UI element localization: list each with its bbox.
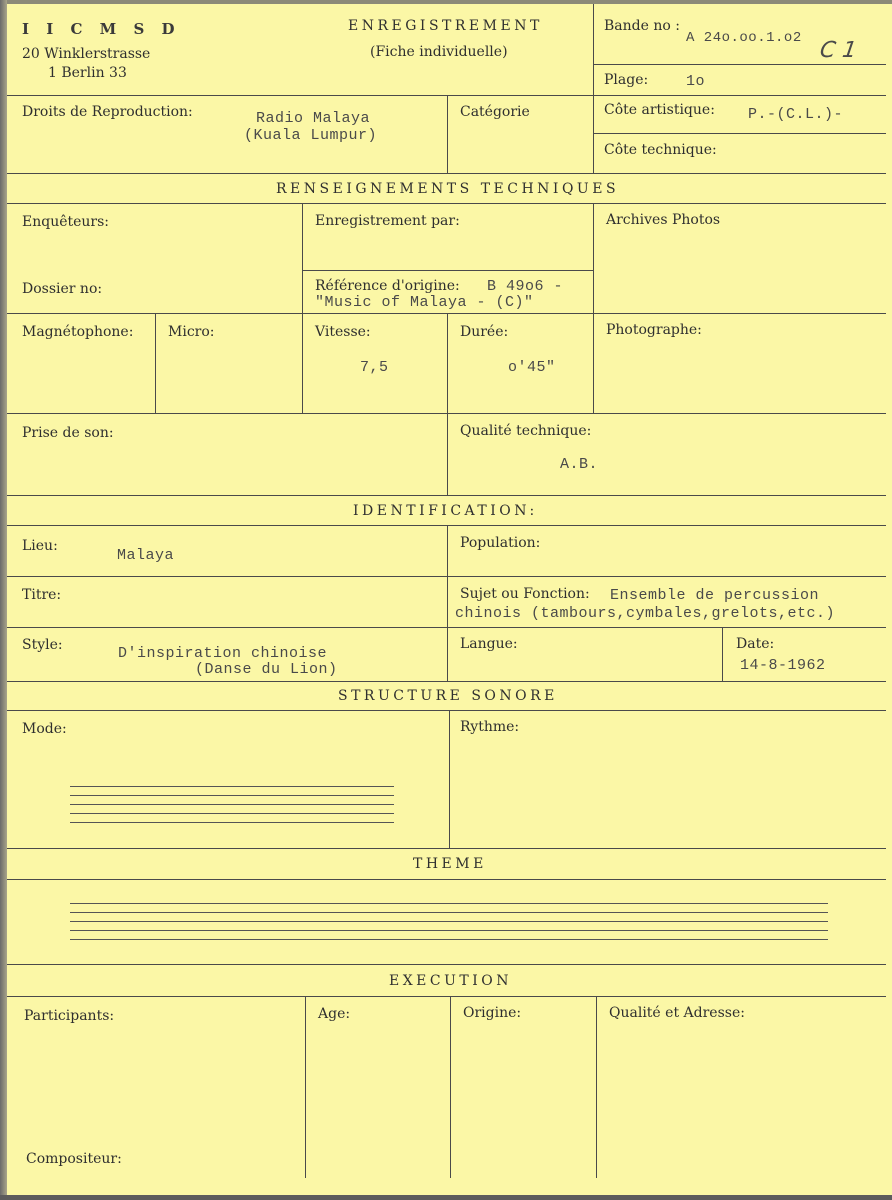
qualite-adresse-label: Qualité et Adresse: [609, 1005, 745, 1021]
qualite-technique-value: A.B. [560, 456, 599, 473]
rule [593, 133, 886, 134]
rule [449, 710, 450, 848]
vitesse-label: Vitesse: [315, 324, 371, 340]
rythme-label: Rythme: [460, 719, 520, 735]
rule [302, 203, 303, 413]
rule [7, 848, 886, 849]
droits-label: Droits de Reproduction: [22, 104, 193, 120]
style-value-line1: D'inspiration chinoise [118, 645, 328, 662]
lieu-value: Malaya [117, 547, 175, 564]
institution-city: 1 Berlin 33 [48, 65, 127, 81]
style-label: Style: [22, 637, 63, 653]
section-execution-heading: EXECUTION [389, 973, 513, 989]
reference-value-line2: "Music of Malaya - (C)" [315, 294, 534, 311]
titre-label: Titre: [22, 587, 62, 603]
sujet-value-line2: chinois (tambours,cymbales,grelots,etc.) [455, 605, 836, 622]
institution-logo: I I C M S D [22, 20, 181, 38]
categorie-label: Catégorie [460, 104, 530, 120]
magnetophone-label: Magnétophone: [22, 324, 134, 340]
date-value: 14-8-1962 [740, 657, 826, 674]
rule [596, 996, 597, 1178]
section-structure-heading: STRUCTURE SONORE [338, 688, 558, 704]
section-techniques-heading: RENSEIGNEMENTS TECHNIQUES [276, 181, 620, 197]
rule [305, 996, 306, 1178]
archives-photos-label: Archives Photos [606, 212, 721, 228]
institution-street: 20 Winklerstrasse [22, 46, 151, 62]
rule [447, 525, 448, 681]
age-label: Age: [318, 1006, 351, 1022]
card-top-edge [0, 0, 892, 4]
droits-value-line2: (Kuala Lumpur) [244, 127, 378, 144]
rule [450, 996, 451, 1178]
bande-handwritten-mark: C 1 [818, 38, 859, 63]
section-identification-heading: IDENTIFICATION: [353, 503, 538, 519]
card-left-edge [0, 0, 7, 1200]
rule [593, 4, 594, 173]
bande-value: A 24o.oo.1.o2 [686, 30, 802, 46]
photographe-label: Photographe: [606, 322, 702, 338]
section-theme-heading: THEME [413, 856, 487, 872]
participants-label: Participants: [24, 1008, 115, 1024]
prise-de-son-label: Prise de son: [22, 425, 114, 441]
duree-label: Durée: [460, 324, 509, 340]
date-label: Date: [736, 636, 775, 652]
qualite-technique-label: Qualité technique: [460, 423, 592, 439]
rule [447, 313, 448, 495]
reference-label: Référence d'origine: [315, 278, 460, 294]
bande-label: Bande no : [604, 18, 680, 34]
cote-artistique-label: Côte artistique: [604, 102, 715, 118]
reference-value-line1: B 49o6 - [487, 278, 564, 295]
rule [7, 681, 886, 682]
rule [7, 710, 886, 711]
plage-label: Plage: [604, 72, 649, 88]
rule [7, 996, 886, 997]
rule [7, 879, 886, 880]
cote-artistique-value: P.-(C.L.)- [748, 106, 844, 123]
rule [302, 270, 593, 271]
origine-label: Origine: [463, 1005, 522, 1021]
form-subtitle: (Fiche individuelle) [370, 44, 508, 60]
compositeur-label: Compositeur: [26, 1151, 122, 1167]
rule [7, 964, 886, 965]
micro-label: Micro: [168, 324, 215, 340]
enqueteurs-label: Enquêteurs: [22, 214, 110, 230]
style-value-line2: (Danse du Lion) [195, 661, 338, 678]
rule [722, 627, 723, 681]
sujet-label: Sujet ou Fonction: [460, 586, 590, 602]
vitesse-value: 7,5 [360, 359, 389, 376]
rule [593, 64, 886, 65]
dossier-label: Dossier no: [22, 281, 103, 297]
cote-technique-label: Côte technique: [604, 142, 717, 158]
card-bottom-edge [0, 1195, 892, 1200]
rule [155, 313, 156, 413]
rule [7, 173, 886, 174]
mode-label: Mode: [22, 721, 67, 737]
form-title: ENREGISTREMENT [348, 18, 543, 34]
rule [7, 203, 886, 204]
droits-value-line1: Radio Malaya [256, 110, 371, 127]
plage-value: 1o [686, 73, 706, 90]
duree-value: o'45" [508, 359, 556, 376]
population-label: Population: [460, 535, 541, 551]
rule [593, 203, 594, 413]
sujet-value-line1: Ensemble de percussion [610, 587, 820, 604]
enregistrement-par-label: Enregistrement par: [315, 213, 460, 229]
rule [447, 95, 448, 173]
lieu-label: Lieu: [22, 538, 58, 554]
langue-label: Langue: [460, 636, 518, 652]
rule [7, 495, 886, 496]
